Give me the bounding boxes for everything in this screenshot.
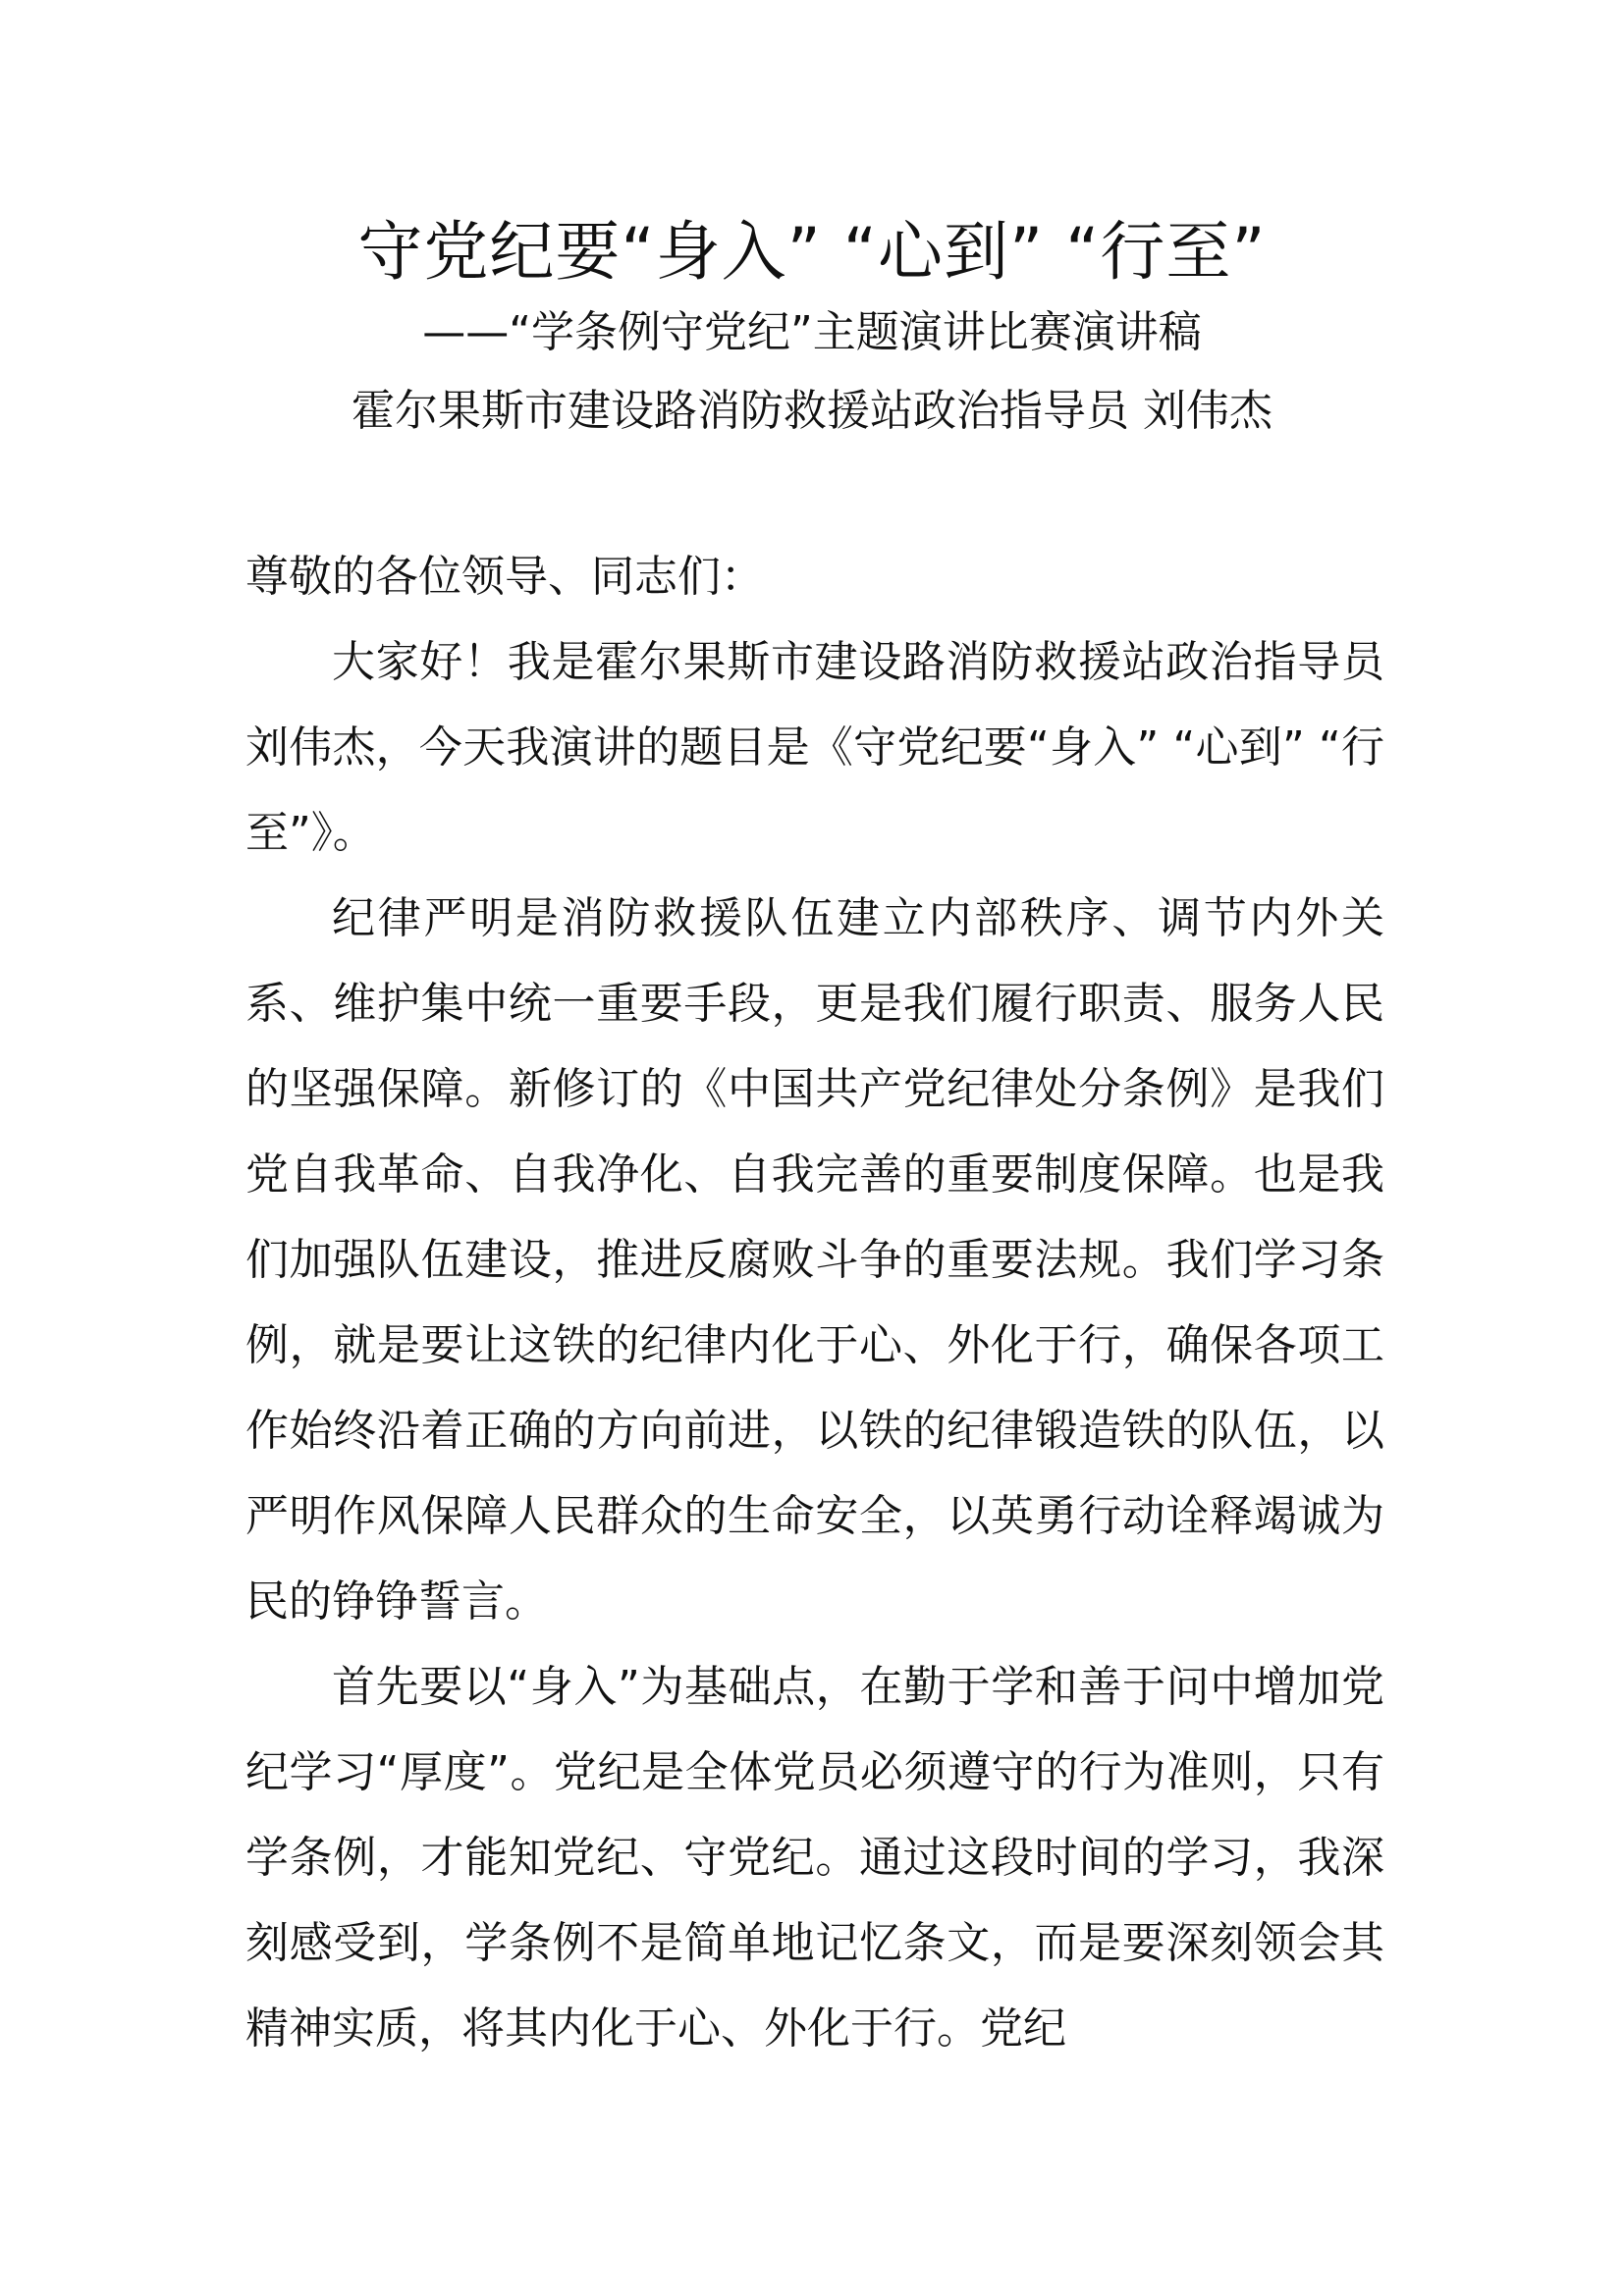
document-title: 守党纪要“身入” “心到” “行至” (357, 214, 1267, 290)
document-body (245, 534, 1384, 2071)
paragraph-greeting: 大家好！我是霍尔果斯市建设路消防救援站政治指导员刘伟杰，今天我演讲的题目是《守党纪要“身入” “心到” “行至”》。 (245, 637, 1384, 858)
author-line: 霍尔果斯市建设路消防救援站政治指导员 刘伟杰 (352, 386, 1272, 436)
paragraph-shenru: 首先要以“身入”为基础点，在勤于学和善于问中增加党纪学习“厚度”。党纪是全体党员必须遵守的行为准则，只有学条例，才能知党纪、守党纪。通过这段时间的学习，我深刻感受到，学条例不是简单地记忆条文，而是要深刻领会其精神实质，将其内化于心、外化于行。党纪 (245, 1662, 1384, 2054)
document-subtitle: ——“学条例守党纪”主题演讲比赛演讲稿 (422, 307, 1202, 357)
paragraph-discipline: 纪律严明是消防救援队伍建立内部秩序、调节内外关系、维护集中统一重要手段，更是我们履行职责、服务人民的坚强保障。新修订的《中国共产党纪律处分条例》是我们党自我革命、自我净化、自我完善的重要制度保障。也是我们加强队伍建设，推进反腐败斗争的重要法规。我们学习条例，就是要让这铁的纪律内化于心、外化于行，确保各项工作始终沿着正确的方向前进，以铁的纪律锻造铁的队伍，以严明作风保障人民群众的生命安全，以英勇行动诠释竭诚为民的铮铮誓言。 (245, 893, 1384, 1627)
salutation: 尊敬的各位领导、同志们： (245, 552, 764, 602)
